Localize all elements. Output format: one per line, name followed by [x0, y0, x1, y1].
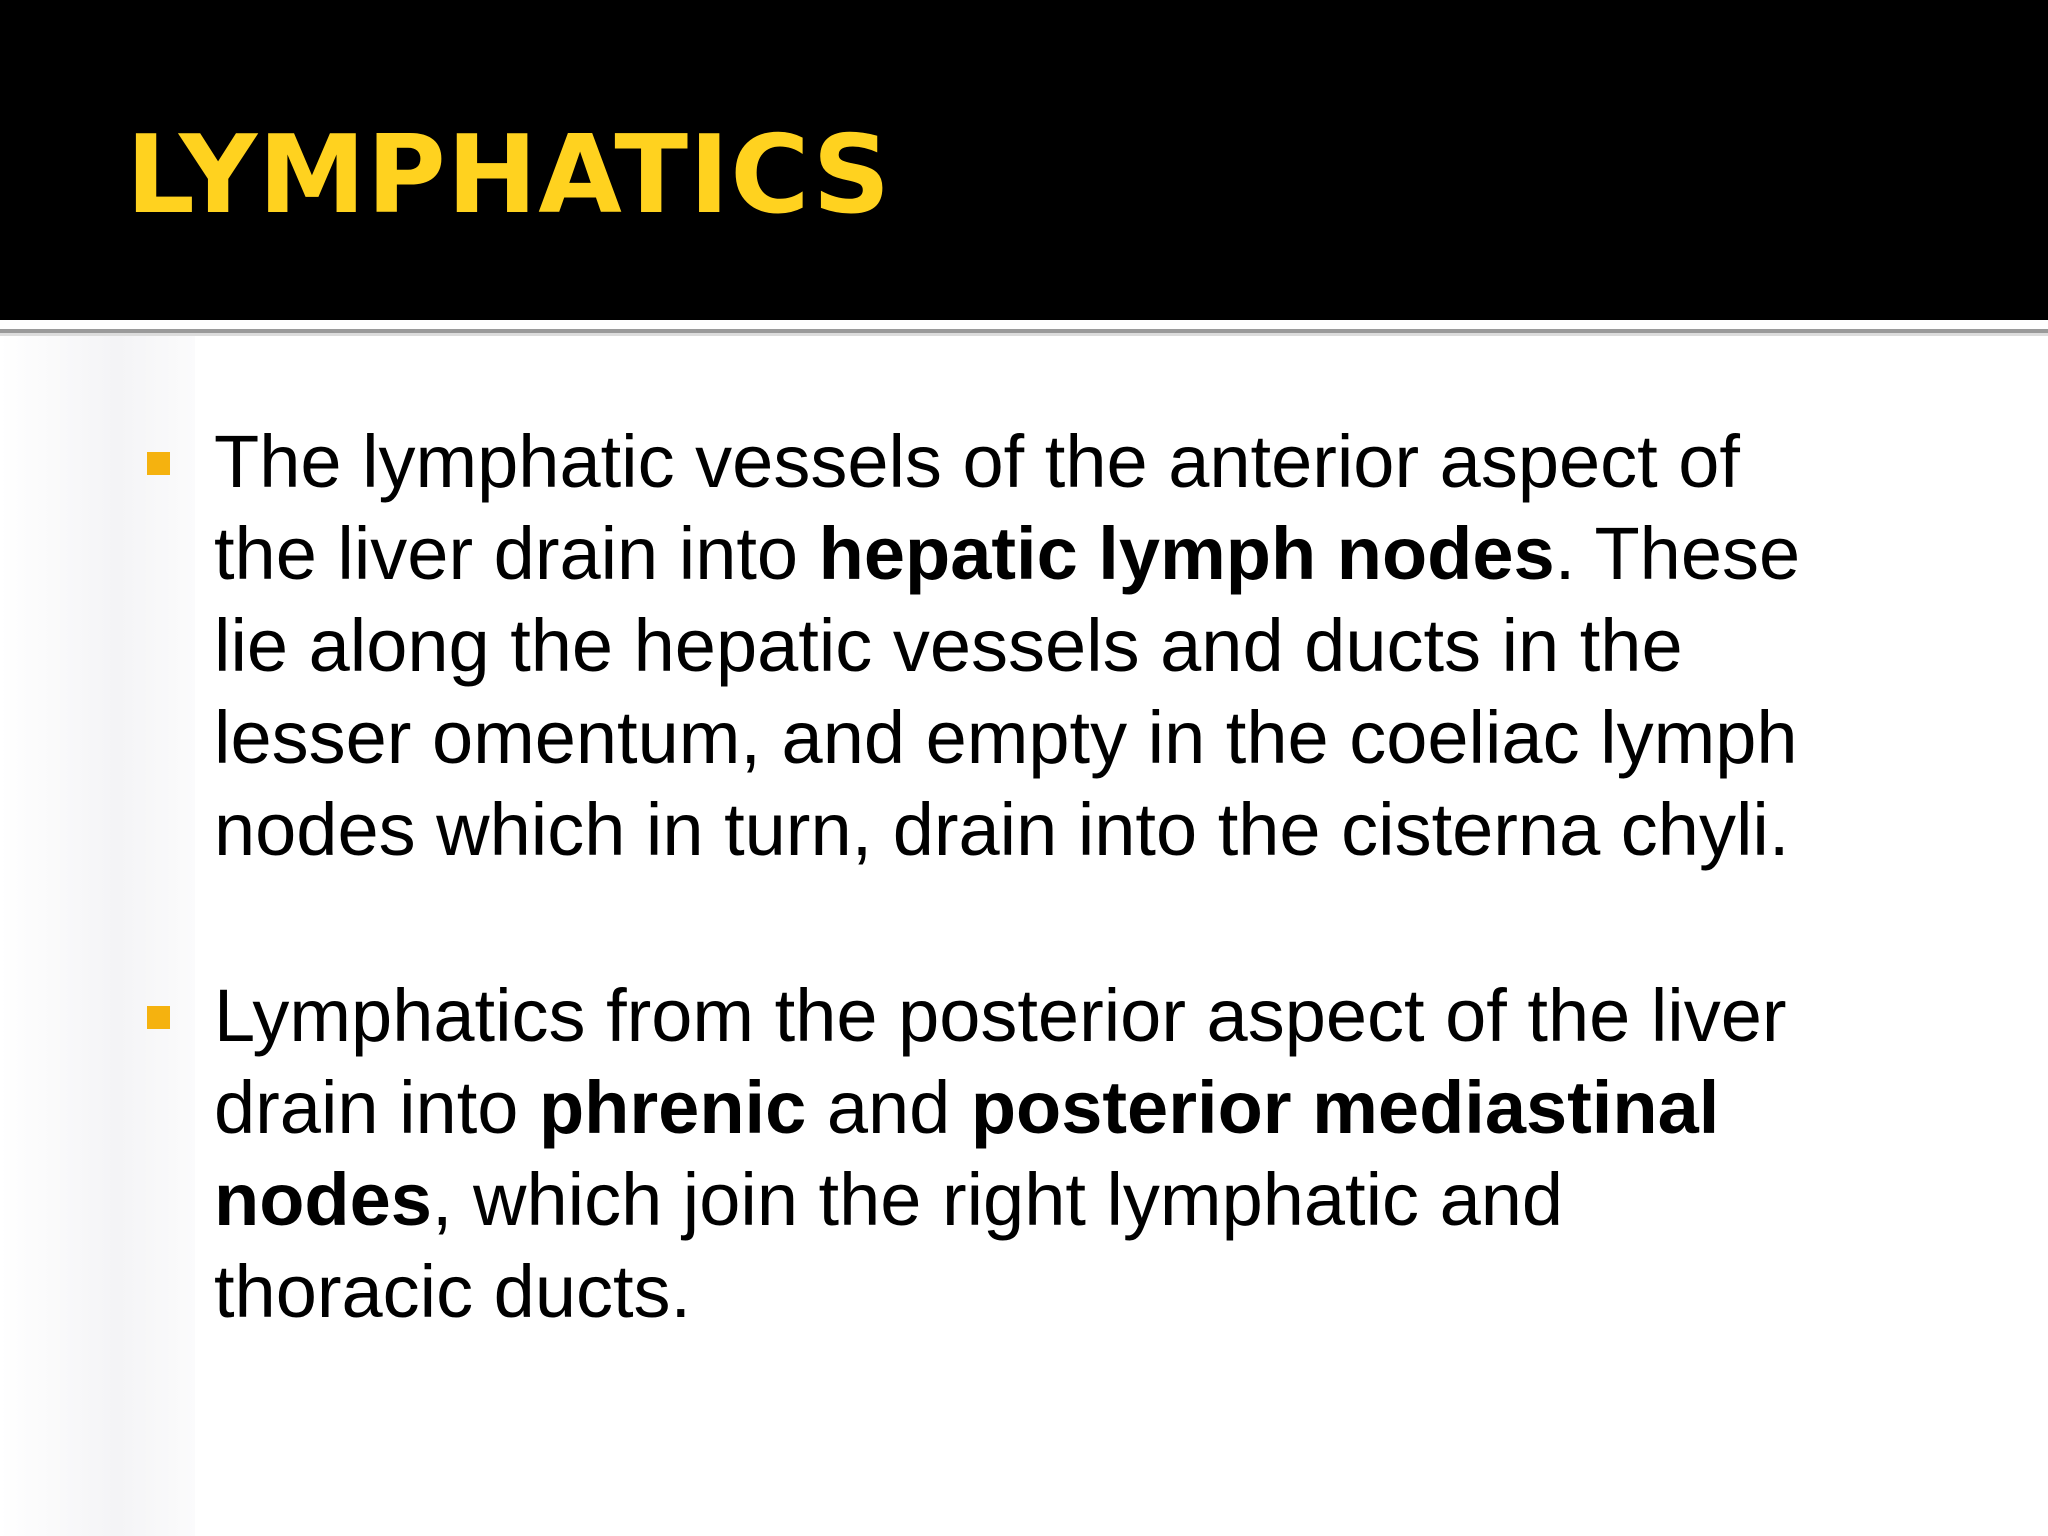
slide-title: LYMPHATICS	[126, 113, 892, 238]
text-run: nodes which in turn, drain into the cisterna chyli.	[214, 788, 1790, 871]
text-run: thoracic ducts.	[214, 1250, 692, 1333]
bullet-line	[214, 1246, 2014, 1338]
text-run: drain into	[214, 1066, 539, 1149]
text-run: , which join the right lymphatic and	[431, 1158, 1564, 1241]
bullet-posterior-lymphatics	[214, 970, 2014, 1338]
bullet-line	[214, 970, 2014, 1062]
text-run: Lymphatics from the posterior aspect of the liver	[214, 974, 1787, 1057]
bold-term-nodes: nodes	[214, 1158, 432, 1241]
text-run: the liver drain into	[214, 512, 819, 595]
text-run: lesser omentum, and empty in the coeliac lymph	[214, 696, 1798, 779]
text-run: and	[806, 1066, 971, 1149]
bold-term-hepatic-lymph-nodes: hepatic lymph nodes	[818, 512, 1555, 595]
bullet-line	[214, 1062, 2014, 1154]
bold-term-phrenic: phrenic	[538, 1066, 807, 1149]
square-bullet-icon	[147, 1006, 170, 1029]
bullet-line	[214, 784, 2014, 876]
bold-term-posterior-mediastinal: posterior mediastinal	[970, 1066, 1720, 1149]
bullet-line	[214, 416, 2014, 508]
bullet-line	[214, 600, 2014, 692]
text-run: lie along the hepatic vessels and ducts in the	[214, 604, 1683, 687]
text-run: . These	[1554, 512, 1801, 595]
square-bullet-icon	[147, 452, 170, 475]
bullet-line	[214, 692, 2014, 784]
bullet-line	[214, 508, 2014, 600]
bullet-anterior-lymphatics	[214, 416, 2014, 876]
bullet-line	[214, 1154, 2014, 1246]
text-run: The lymphatic vessels of the anterior aspect of	[214, 420, 1740, 503]
